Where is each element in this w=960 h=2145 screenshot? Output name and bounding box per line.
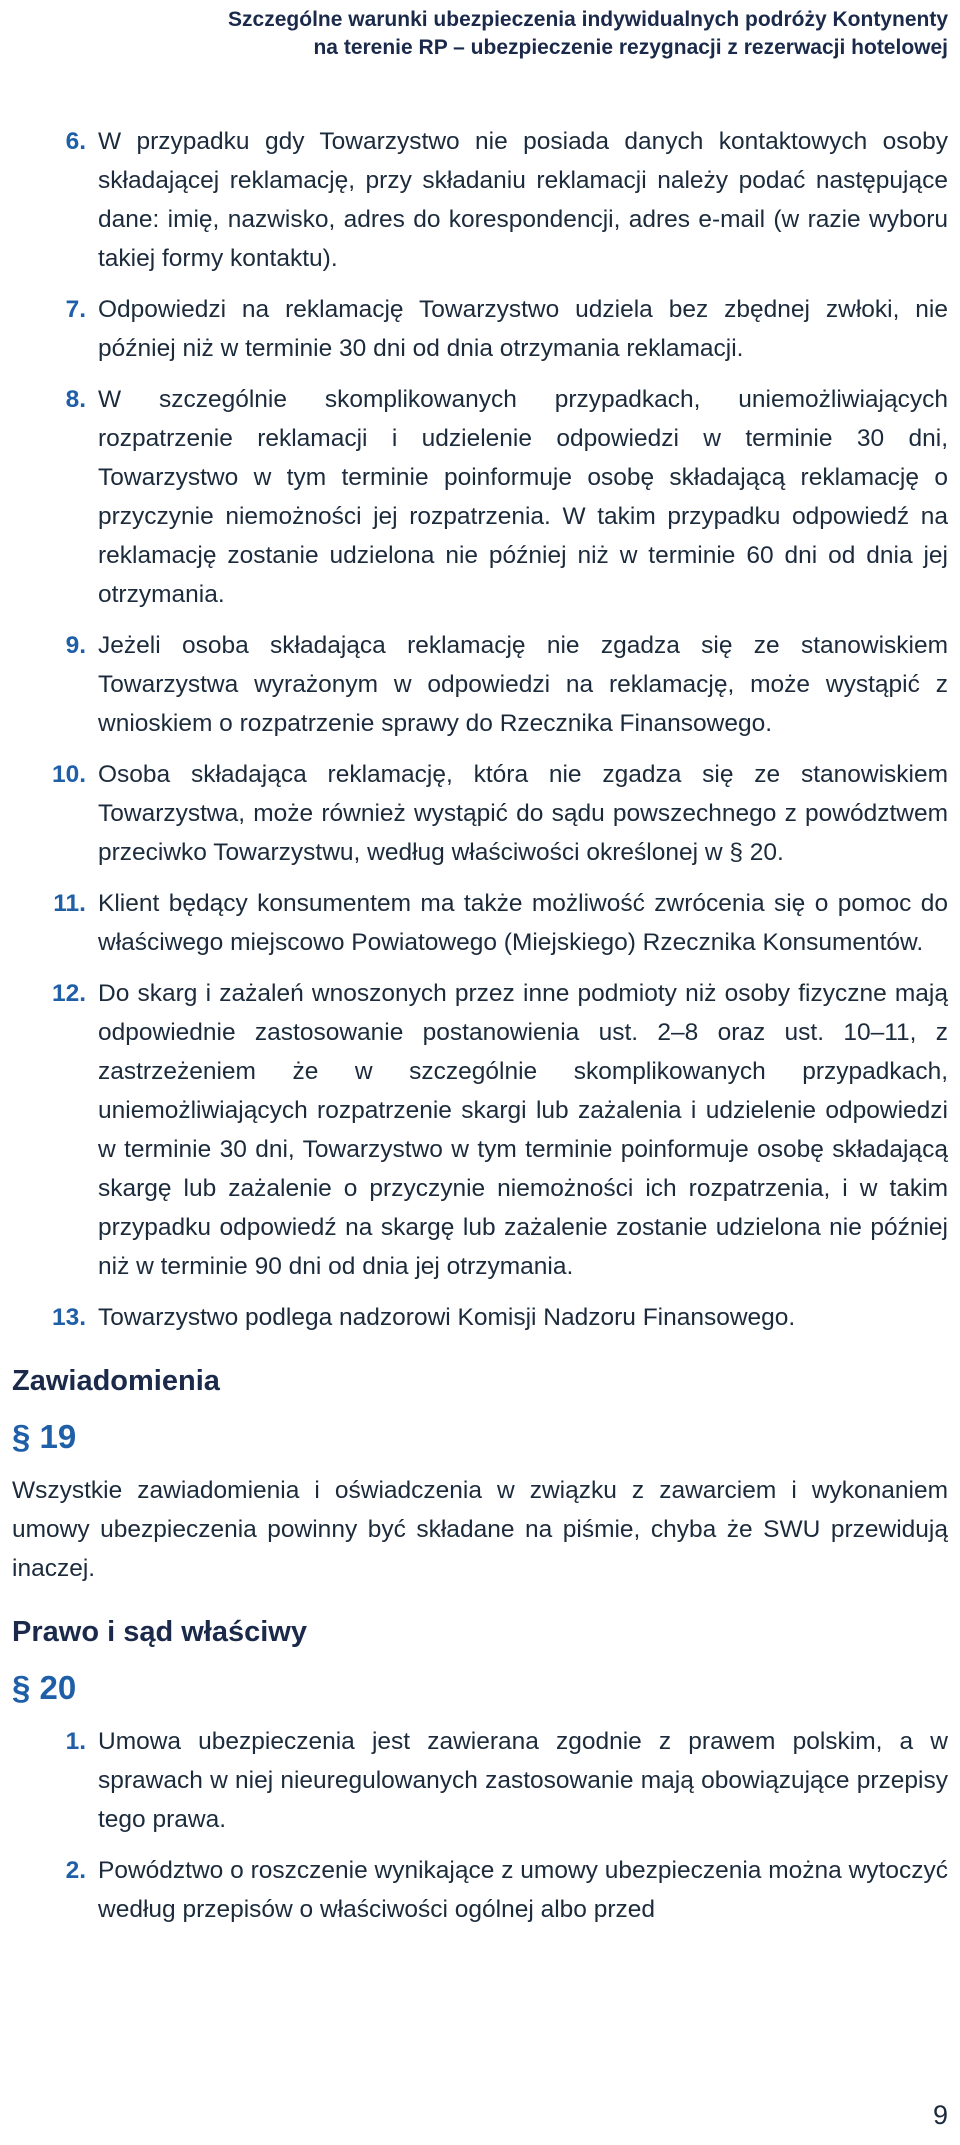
list-item [12, 1722, 948, 1839]
list-item [12, 1298, 948, 1337]
item-text: Do skarg i zażaleń wnoszonych przez inne podmioty niż osoby fizyczne mają odpowiednie zastosowanie postanowienia ust. 2–8 oraz ust. 10–11, z zastrzeżeniem że w szczególnie skomplikowanych przypadkach, uniemożliwiających rozpatrzenie skargi lub zażalenia i udzielenie odpowiedzi w terminie 30 dni, Towarzystwo w tym terminie poinformuje osobę składającą skargę lub zażalenie o przyczynie niemożności ich rozpatrzenia, i w takim przypadku odpowiedź na skargę lub zażalenie zostanie udzielona nie później niż w terminie 90 dni od dnia jej otrzymania. [98, 980, 948, 1280]
item-text: Odpowiedzi na reklamację Towarzystwo udziela bez zbędnej zwłoki, nie później niż w terminie 30 dni od dnia otrzymania reklamacji. [98, 296, 948, 362]
item-text: Osoba składająca reklamację, która nie zgadza się ze stanowiskiem Towarzystwa, może również wystąpić do sądu powszechnego z powództwem przeciwko Towarzystwu, według właściwości określonej w § 20. [98, 761, 948, 866]
page-number: 9 [932, 2100, 948, 2130]
section-paragraph: Wszystkie zawiadomienia i oświadczenia w związku z zawarciem i wykonaniem umowy ubezpieczenia powinny być składane na piśmie, chyba że SWU przewidują inaczej. [12, 1477, 948, 1582]
list-item [12, 122, 948, 278]
item-text: Umowa ubezpieczenia jest zawierana zgodnie z prawem polskim, a w sprawach w niej nieuregulowanych zastosowanie mają obowiązujące przepisy tego prawa. [98, 1728, 948, 1833]
item-number: 12. [51, 980, 86, 1007]
item-number: 10. [51, 761, 86, 788]
list-item [12, 290, 948, 368]
document-body [12, 122, 948, 1941]
item-number: 2. [65, 1857, 86, 1884]
list-item [12, 1851, 948, 1929]
item-number: 13. [51, 1304, 86, 1331]
complaints-list [12, 122, 948, 1337]
list-item [12, 974, 948, 1286]
item-number: 11. [53, 890, 86, 917]
law-list [12, 1722, 948, 1929]
law-section [12, 1612, 948, 1929]
item-text: W szczególnie skomplikowanych przypadkach, uniemożliwiających rozpatrzenie reklamacji i udzielenie odpowiedzi w terminie 30 dni, Towarzystwo w tym terminie poinformuje osobę składającą reklamację o przyczynie niemożności jej rozpatrzenia. W takim przypadku odpowiedź na reklamację zostanie udzielona nie później niż w terminie 60 dni od dnia jej otrzymania. [98, 386, 948, 608]
list-item [12, 755, 948, 872]
item-number: 1. [65, 1728, 86, 1755]
item-number: 8. [65, 386, 86, 413]
item-text: W przypadku gdy Towarzystwo nie posiada danych kontaktowych osoby składającej reklamację, przy składaniu reklamacji należy podać następujące dane: imię, nazwisko, adres do korespondencji, adres e-mail (w razie wyboru takiej formy kontaktu). [98, 128, 948, 272]
item-number: 9. [65, 632, 86, 659]
list-item [12, 380, 948, 614]
header-line-1: Szczególne warunki ubezpieczenia indywidualnych podróży Kontynenty [228, 8, 948, 31]
item-text: Powództwo o roszczenie wynikające z umowy ubezpieczenia można wytoczyć według przepisów o właściwości ogólnej albo przed [98, 1857, 948, 1923]
paragraph-symbol-title: § 20 [12, 1669, 77, 1706]
item-text: Towarzystwo podlega nadzorowi Komisji Nadzoru Finansowego. [98, 1304, 796, 1331]
page-header [48, 6, 948, 62]
paragraph-symbol-title: § 19 [12, 1418, 77, 1455]
section-heading: Prawo i sąd właściwy [12, 1616, 307, 1648]
item-text: Jeżeli osoba składająca reklamację nie zgadza się ze stanowiskiem Towarzystwa wyrażonym w odpowiedzi na reklamację, może wystąpić z wnioskiem o rozpatrzenie sprawy do Rzecznika Finansowego. [98, 632, 948, 737]
section-heading: Zawiadomienia [12, 1365, 220, 1397]
list-item [12, 884, 948, 962]
header-line-2: na terenie RP – ubezpieczenie rezygnacji z rezerwacji hotelowej [313, 36, 948, 59]
item-number: 7. [65, 296, 86, 323]
item-text: Klient będący konsumentem ma także możliwość zwrócenia się o pomoc do właściwego miejscowo Powiatowego (Miejskiego) Rzecznika Konsumentów. [98, 890, 948, 956]
notifications-section [12, 1361, 948, 1588]
list-item [12, 626, 948, 743]
item-number: 6. [65, 128, 86, 155]
